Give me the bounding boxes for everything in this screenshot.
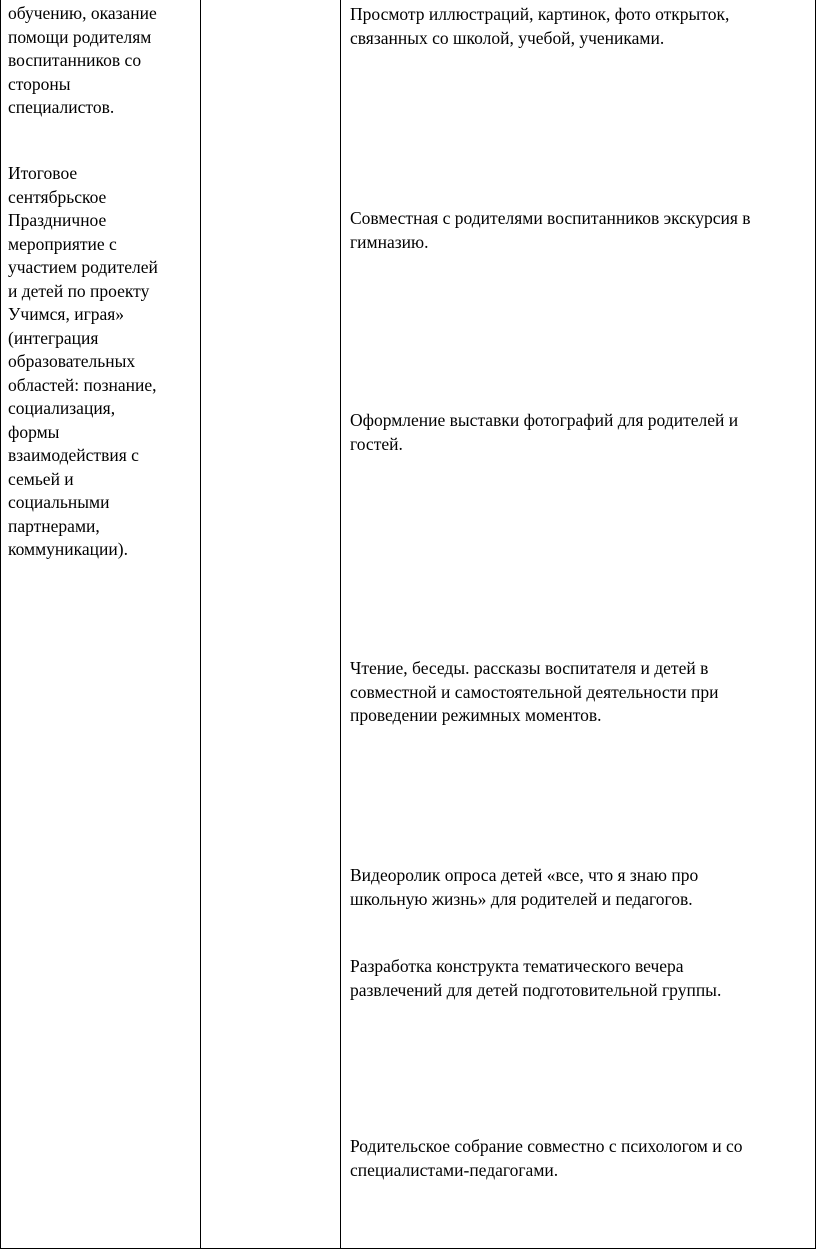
- activity-parent-meeting: Родительское собрание совместно с психологом и со специалистами-педагогами.: [350, 1136, 743, 1180]
- column-divider-1: [200, 0, 201, 1249]
- activity-illustrations: Просмотр иллюстраций, картинок, фото открыток, связанных со школой, учебой, учениками.: [350, 4, 730, 48]
- table-border-left: [0, 0, 1, 1249]
- activity-evening-construct: Разработка конструкта тематического вечера развлечений для детей подготовительной группы.: [350, 956, 722, 1000]
- left-cell-text-event: Итоговое сентябрьское Праздничное мероприятие с участием родителей и детей по проекту Учимся, играя» (интеграция образовательных областей: познание, социализация, формы взаимодействия с семьей и социальными партнерами, коммуникации).: [8, 163, 158, 559]
- left-cell-text-support: обучению, оказание помощи родителям воспитанников со стороны специалистов.: [8, 3, 157, 117]
- column-divider-2: [340, 0, 341, 1249]
- activity-video-survey: Видеоролик опроса детей «все, что я знаю про школьную жизнь» для родителей и педагогов.: [350, 865, 699, 909]
- activity-excursion: Совместная с родителями воспитанников экскурсия в гимназию.: [350, 208, 751, 252]
- table-border-bottom: [0, 1248, 816, 1249]
- activity-photo-exhibition: Оформление выставки фотографий для родителей и гостей.: [350, 410, 739, 454]
- activity-reading-talks: Чтение, беседы. рассказы воспитателя и детей в совместной и самостоятельной деятельности при проведении режимных моментов.: [350, 658, 719, 725]
